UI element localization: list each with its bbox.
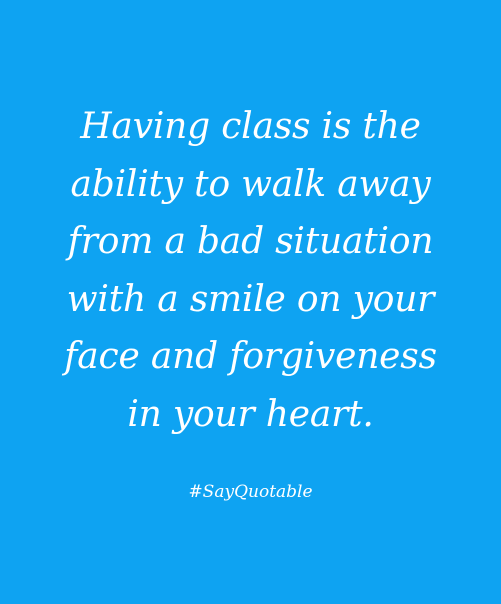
quote-line-6: in your heart. — [127, 393, 374, 435]
hashtag-label: #SayQuotable — [188, 482, 313, 502]
quote-line-1: Having class is the — [80, 106, 421, 147]
quote-text — [0, 98, 501, 443]
quote-line-4: with a smile on your — [66, 278, 435, 320]
quote-line-5: face and forgiveness — [64, 336, 437, 377]
quote-line-3: from a bad situation — [67, 221, 434, 262]
quote-line-2: ability to walk away — [70, 163, 431, 205]
